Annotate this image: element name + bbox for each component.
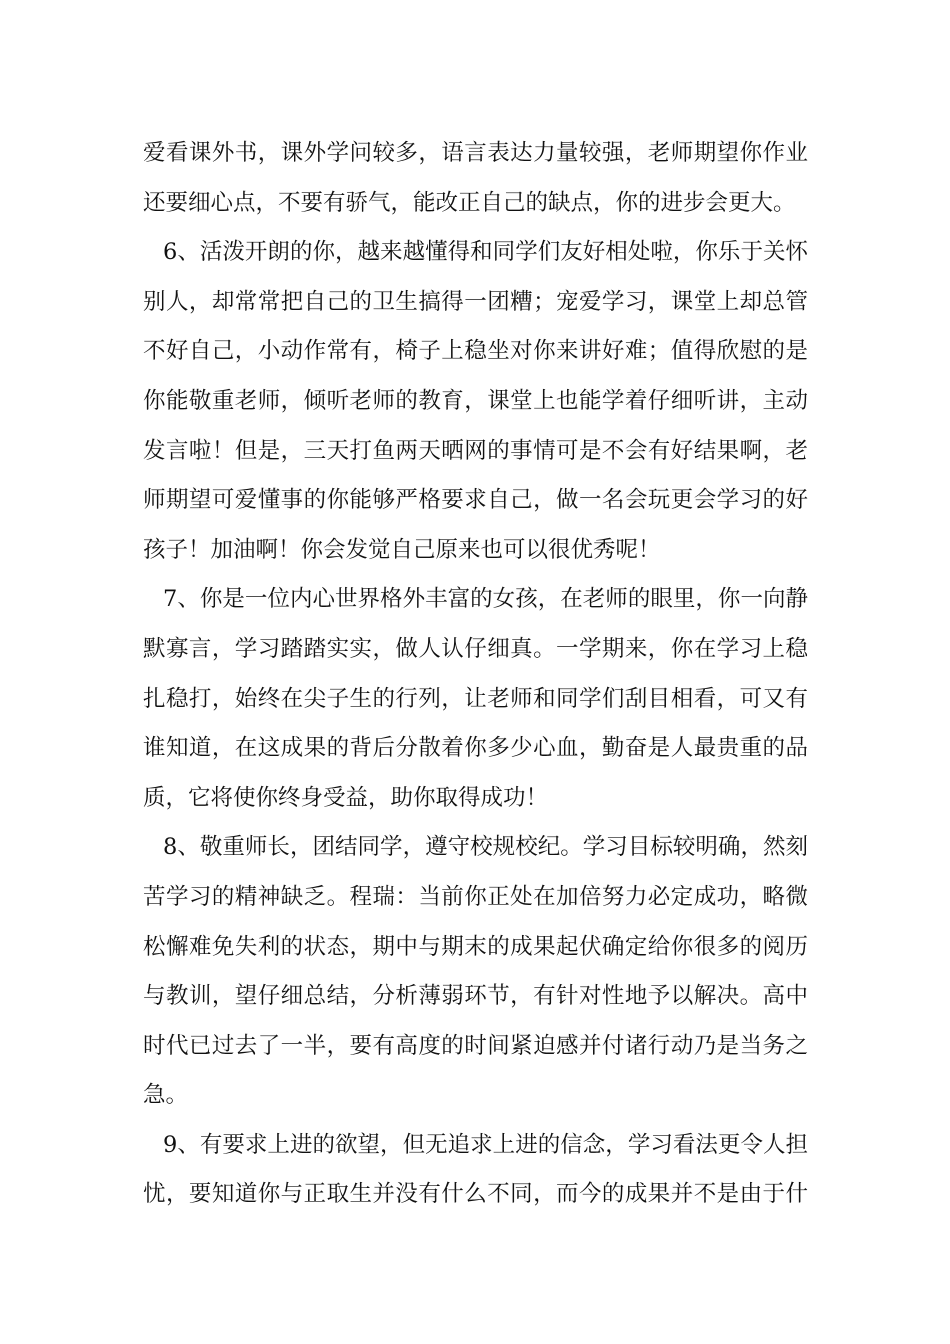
text-line: 松懈难免失利的状态，期中与期末的成果起伏确定给你很多的阅历 xyxy=(143,933,808,960)
paragraph-item-8 xyxy=(143,823,808,1121)
paragraph-item-7 xyxy=(143,575,808,823)
text-line: 默寡言，学习踏踏实实，做人认仔细真。一学期来，你在学习上稳 xyxy=(143,635,808,662)
text-line: 扎稳打，始终在尖子生的行列，让老师和同学们刮目相看，可又有 xyxy=(143,685,808,712)
text-line: 8、敬重师长，团结同学，遵守校规校纪。学习目标较明确，然刻 xyxy=(163,834,808,861)
text-line: 时代已过去了一半，要有高度的时间紧迫感并付诸行动乃是当务之 xyxy=(143,1032,808,1059)
text-line: 不好自己，小动作常有，椅子上稳坐对你来讲好难；值得欣慰的是 xyxy=(143,338,808,365)
text-line: 谁知道，在这成果的背后分散着你多少心血，勤奋是人最贵重的品 xyxy=(143,735,808,762)
text-line: 还要细心点，不要有骄气，能改正自己的缺点，你的进步会更大。 xyxy=(143,189,796,216)
text-line: 爱看课外书，课外学问较多，语言表达力量较强，老师期望你作业 xyxy=(143,140,808,166)
text-line: 发言啦！但是，三天打鱼两天晒网的事情可是不会有好结果啊，老 xyxy=(143,437,808,464)
text-line: 6、活泼开朗的你，越来越懂得和同学们友好相处啦，你乐于关怀 xyxy=(163,239,808,266)
text-line: 急。 xyxy=(143,1082,189,1109)
text-line: 你能敬重老师，倾听老师的教育，课堂上也能学着仔细听讲，主动 xyxy=(143,387,808,414)
text-line: 与教训，望仔细总结，分析薄弱环节，有针对性地予以解决。高中 xyxy=(143,983,808,1010)
text-line: 孩子！加油啊！你会发觉自己原来也可以很优秀呢！ xyxy=(143,536,661,563)
text-line: 质，它将使你终身受益，助你取得成功！ xyxy=(143,784,549,811)
text-line: 师期望可爱懂事的你能够严格要求自己，做一名会玩更会学习的好 xyxy=(143,487,808,514)
text-line: 7、你是一位内心世界格外丰富的女孩，在老师的眼里，你一向静 xyxy=(163,586,808,613)
paragraph-item-9 xyxy=(143,1121,808,1220)
text-line: 苦学习的精神缺乏。程瑞：当前你正处在加倍努力必定成功，略微 xyxy=(143,883,808,910)
paragraph-item-6 xyxy=(143,228,808,575)
text-line: 9、有要求上进的欲望，但无追求上进的信念，学习看法更令人担 xyxy=(163,1131,808,1158)
text-line: 别人，却常常把自己的卫生搞得一团糟；宠爱学习，课堂上却总管 xyxy=(143,288,808,315)
paragraph-continuation xyxy=(143,129,808,228)
text-line: 忧，要知道你与正取生并没有什么不同，而今的成果并不是由于什 xyxy=(143,1181,808,1208)
document-body xyxy=(143,129,808,1220)
